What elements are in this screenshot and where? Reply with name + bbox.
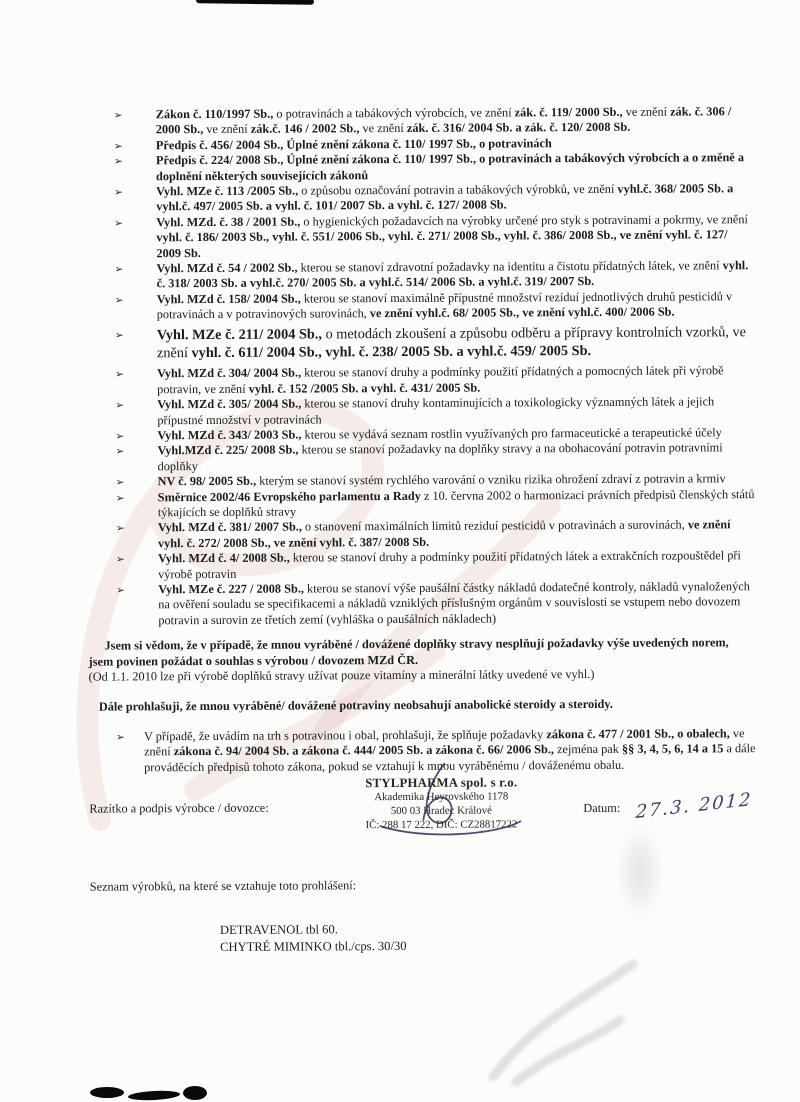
legal-reference-text	[156, 258, 748, 291]
text-run: ve znění	[359, 121, 407, 136]
bullet-arrow-icon: ➢	[114, 264, 124, 276]
legal-reference-item	[87, 363, 754, 397]
text-run: zejména pak	[553, 742, 622, 757]
text-run: Směrnice 2002/46 Evropského parlamentu a Rady	[157, 488, 421, 504]
legal-reference-item	[87, 289, 754, 323]
legal-reference-text	[158, 471, 726, 488]
bullet-arrow-icon: ➢	[115, 732, 125, 744]
bullet-arrow-icon: ➢	[113, 156, 123, 168]
packaging-text	[144, 726, 756, 774]
text-run: ve znění	[144, 726, 745, 759]
text-run: kterým se stanoví systém rychlého varování o vzniku rizika ohrožení zdraví z potravin a krmiv	[256, 471, 726, 488]
company-address-line1: Akademika Heyrovského 1178	[374, 790, 509, 804]
bullet-arrow-icon: ➢	[115, 431, 125, 443]
declaration-paragraph: Jsem si vědom, že v případě, že mnou vyráběné / dovážené doplňky stravy nesplňují požadavky výše uvedených norem, jsem povinen požádat o souhlas s výrobou / dovozem MZd ČR.	[88, 635, 729, 669]
text-run: kterou se stanoví druhy kontaminujících a toxikologicky významných látek a jejich přípustné množství v potravinách	[157, 394, 715, 427]
bullet-arrow-icon: ➢	[115, 369, 124, 381]
legal-reference-text	[157, 289, 732, 321]
text-run: kterou se stanoví druhy a podmínky použití přídatných a pomocných látek při výrobě potravin, ve znění	[157, 363, 724, 396]
text-run: kterou se vydává seznam rostlin využívaných pro farmaceutické a terapeutické účely	[301, 425, 722, 442]
bullet-arrow-icon: ➢	[115, 492, 125, 505]
text-run: o potravinách a tabákových výrobcích, ve znění	[273, 105, 515, 121]
products-heading: Seznam výrobků, na které se vztahuje toto prohlášení:	[89, 878, 357, 894]
text-run: zákona č. 477 / 2001 Sb., o obalech,	[546, 726, 730, 742]
product-item: DETRAVENOL tbl 60.	[219, 922, 338, 938]
text-run: Vyhl. MZd č. 4/ 2008 Sb.,	[158, 550, 290, 566]
scan-artifact-bottom	[183, 1086, 207, 1100]
legal-reference-text	[156, 181, 733, 213]
date-handwritten: 27.3. 2012	[634, 788, 754, 824]
text-run: Vyhl.MZd č. 225/ 2008 Sb.,	[157, 442, 299, 458]
legal-reference-item	[88, 579, 755, 629]
steroids-statement: Dále prohlašuji, že mnou vyráběné/ dovážené potraviny neobsahují anabolické steroidy a steroidy.	[98, 697, 613, 714]
date-field	[583, 788, 754, 824]
bullet-arrow-icon: ➢	[115, 477, 125, 489]
scan-smudge	[616, 824, 664, 920]
text-run: Vyhl. MZd č. 343/ 2003 Sb.,	[157, 427, 302, 443]
products-list	[220, 920, 757, 956]
legal-reference-item	[86, 104, 753, 138]
legal-reference-item	[87, 394, 754, 428]
text-run: o hygienických požadavcích na výrobky určené pro styk s potravinami a pokrmy, ve znění	[300, 212, 748, 229]
text-run: Vyhl. MZd č. 381/ 2007 Sb.,	[157, 519, 302, 535]
legal-reference-item	[86, 150, 753, 184]
legal-reference-text	[158, 579, 750, 627]
bullet-arrow-icon: ➢	[115, 446, 125, 458]
company-address-line2: 500 03 Hradec Králové	[390, 804, 492, 818]
legal-reference-text	[156, 150, 744, 182]
legal-reference-item	[87, 440, 754, 474]
legal-reference-text	[156, 212, 748, 260]
text-run: o stanovení maximálních limitů reziduí pesticidů v potravinách a surovinách,	[301, 517, 688, 534]
bullet-arrow-icon: ➢	[113, 141, 123, 153]
bullet-arrow-icon: ➢	[114, 187, 123, 199]
text-run: kterou se stanoví maximálně přípustné množství reziduí jednotlivých druhů pesticidů v potravinách a v potravinových surovinách,	[156, 289, 733, 322]
text-run: zák. č. 306 / 2000 Sb.,	[155, 104, 732, 137]
legal-reference-text	[156, 136, 552, 152]
text-run: zák.č. 146 / 2002 Sb.,	[250, 121, 360, 137]
bullet-arrow-icon: ➢	[116, 554, 125, 566]
legal-reference-text	[157, 441, 722, 473]
text-run: Vyhl. MZe č. 211/ 2004 Sb.,	[156, 326, 323, 343]
declaration-note: (Od 1.1. 2010 lze při výrobě doplňků stravy užívat pouze vitamíny a minerální látky uvedené ve vyhl.)	[88, 666, 595, 684]
legal-reference-text	[156, 104, 732, 136]
bullet-arrow-icon: ➢	[114, 295, 124, 307]
bullet-arrow-icon: ➢	[114, 330, 124, 342]
text-run: zák. č. 119/ 2000 Sb.,	[514, 104, 623, 120]
company-name: STYLPHARMA spol. s r.o.	[365, 775, 518, 791]
text-run: ve znění vyhl. č. 272/ 2008 Sb., ve znění vyhl. č. 387/ 2008 Sb.	[157, 517, 731, 551]
text-run: Vyhl. MZd č. 304/ 2004 Sb.,	[157, 365, 302, 381]
bullet-arrow-icon: ➢	[114, 218, 124, 230]
legal-reference-text	[158, 487, 755, 520]
bullet-arrow-icon: ➢	[113, 110, 123, 122]
legal-reference-item	[87, 323, 754, 364]
text-run: V případě, že uvádím na trh s potravinou i obal, prohlašuji, že splňuje požadavky	[143, 727, 547, 744]
text-run: ve znění vyhl.č. 68/ 2005 Sb., ve znění vyhl.č. 400/ 2006 Sb.	[369, 304, 675, 321]
scan-artifact-bottom	[90, 1087, 124, 1098]
packaging-statement	[89, 726, 756, 776]
legal-reference-text	[157, 425, 721, 442]
text-run: kterou se stanoví požadavky na doplňky stravy a na obohacování potravin potravními doplňky	[157, 440, 723, 473]
bullet-arrow-icon: ➢	[116, 585, 126, 597]
text-run: zákona č. 94/ 2004 Sb. a zákona č. 444/ 2005 Sb. a zákona č. 66/ 2006 Sb.,	[173, 742, 555, 759]
text-run: a dále prováděcích předpisů tohoto zákona, pokud se vztahují k mnou vyráběnému / dováženému obalu.	[144, 741, 756, 774]
legal-reference-item	[86, 258, 753, 292]
stamp-label: Razítko a podpis výrobce / dovozce:	[89, 800, 269, 816]
text-run: kterou se stanoví výše paušální částky nákladů dodatečné kontroly, nákladů vynaložených na ověření souladu se specifikacemi a nákladů vzniklých příslušným orgánům v souvislosti se vstupem nebo dovozem potravin a surovin ze třetích zemí (vyhláška o paušálních nákladech)	[158, 579, 750, 628]
text-run: o způsobu označování potravin a tabákových výrobků, ve znění	[298, 181, 618, 198]
legal-reference-text	[158, 548, 741, 580]
legal-reference-item	[86, 181, 753, 215]
text-run: Vyhl. MZd. č. 38 / 2001 Sb.,	[156, 214, 301, 230]
text-run: vyhl.č. 368/ 2005 Sb. a vyhl.č. 497/ 2005 Sb. a vyhl. č. 101/ 2007 Sb. a vyhl. č. 127/ 2008 Sb.	[156, 181, 734, 214]
bullet-arrow-icon: ➢	[115, 400, 125, 412]
text-run: kterou se stanoví druhy a podmínky použití přídatných látek a extrakčních rozpouštědel při výrobě potravin	[158, 548, 741, 581]
text-run: Vyhl. MZe č. 113 /2005 Sb.,	[156, 183, 299, 199]
text-run: ve znění	[622, 104, 671, 119]
date-label: Datum:	[583, 800, 621, 816]
text-run: NV č. 98/ 2005 Sb.,	[157, 473, 257, 489]
text-run: vyhl. č. 318/ 2003 Sb. a vyhl.č. 270/ 2005 Sb. a vyhl.č. 514/ 2006 Sb. a vyhl.č. 319/ 2007 Sb.	[156, 258, 749, 291]
text-run: Vyhl. MZd č. 158/ 2004 Sb.,	[156, 291, 301, 307]
legal-reference-text	[158, 518, 731, 550]
legal-reference-list	[86, 104, 756, 629]
text-run: ve znění	[203, 122, 251, 137]
legal-reference-text	[157, 324, 746, 362]
text-run: vyhl. č. 186/ 2003 Sb., vyhl. č. 551/ 2006 Sb., vyhl. č. 271/ 2008 Sb., vyhl. č. 386/ 2008 Sb., ve znění vyhl. č. 127/ 2009 Sb.	[156, 227, 728, 260]
legal-reference-text	[157, 364, 724, 396]
legal-reference-item	[88, 548, 755, 582]
text-run: Vyhl. MZe č. 227 / 2008 Sb.,	[158, 581, 305, 597]
text-run: Vyhl. MZd č. 54 / 2002 Sb.,	[156, 260, 298, 276]
product-item: CHYTRÉ MIMINKO tbl./cps. 30/30	[220, 939, 407, 954]
text-run: vyhl. č. 152 /2005 Sb. a vyhl. č. 431/ 2005 Sb.	[248, 380, 481, 396]
text-run: Zákon č. 110/1997 Sb.,	[155, 106, 274, 122]
text-run: Předpis č. 456/ 2004 Sb., Úplné znění zákona č. 110/ 1997 Sb., o potravinách	[155, 136, 552, 153]
text-run: Vyhl. MZd č. 305/ 2004 Sb.,	[157, 396, 302, 412]
text-run: kterou se stanoví zdravotní požadavky na identitu a čistotu přídatných látek, ve znění	[297, 258, 723, 275]
text-run: z 10. června 2002 o harmonizaci právních předpisů členských států týkajících se doplňků stravy	[157, 486, 755, 520]
text-run: o metodách zkoušení a způsobu odběru a přípravy kontrolních vzorků, ve znění	[156, 323, 747, 362]
company-stamp	[322, 775, 560, 832]
legal-reference-text	[157, 394, 714, 426]
text-run: §§ 3, 4, 5, 6, 14 a 15	[621, 741, 724, 757]
legal-reference-item	[88, 487, 755, 521]
company-ids: IČ: 288 17 222, DIČ: CZ28817222	[365, 818, 518, 831]
bullet-arrow-icon: ➢	[115, 523, 125, 535]
text-run: vyhl. č. 611/ 2004 Sb., vyhl. č. 238/ 2005 Sb. a vyhl.č. 459/ 2005 Sb.	[191, 343, 592, 362]
legal-reference-item	[86, 212, 753, 262]
text-run: Předpis č. 224/ 2008 Sb., Úplné znění zákona č. 110/ 1997 Sb., o potravinách a tabákových výrobcích a o změně a doplnění některých souvisejících zákonů	[155, 150, 745, 183]
legal-reference-item	[88, 517, 755, 551]
text-run: zák. č. 316/ 2004 Sb. a zák. č. 120/ 2008 Sb.	[406, 120, 631, 136]
